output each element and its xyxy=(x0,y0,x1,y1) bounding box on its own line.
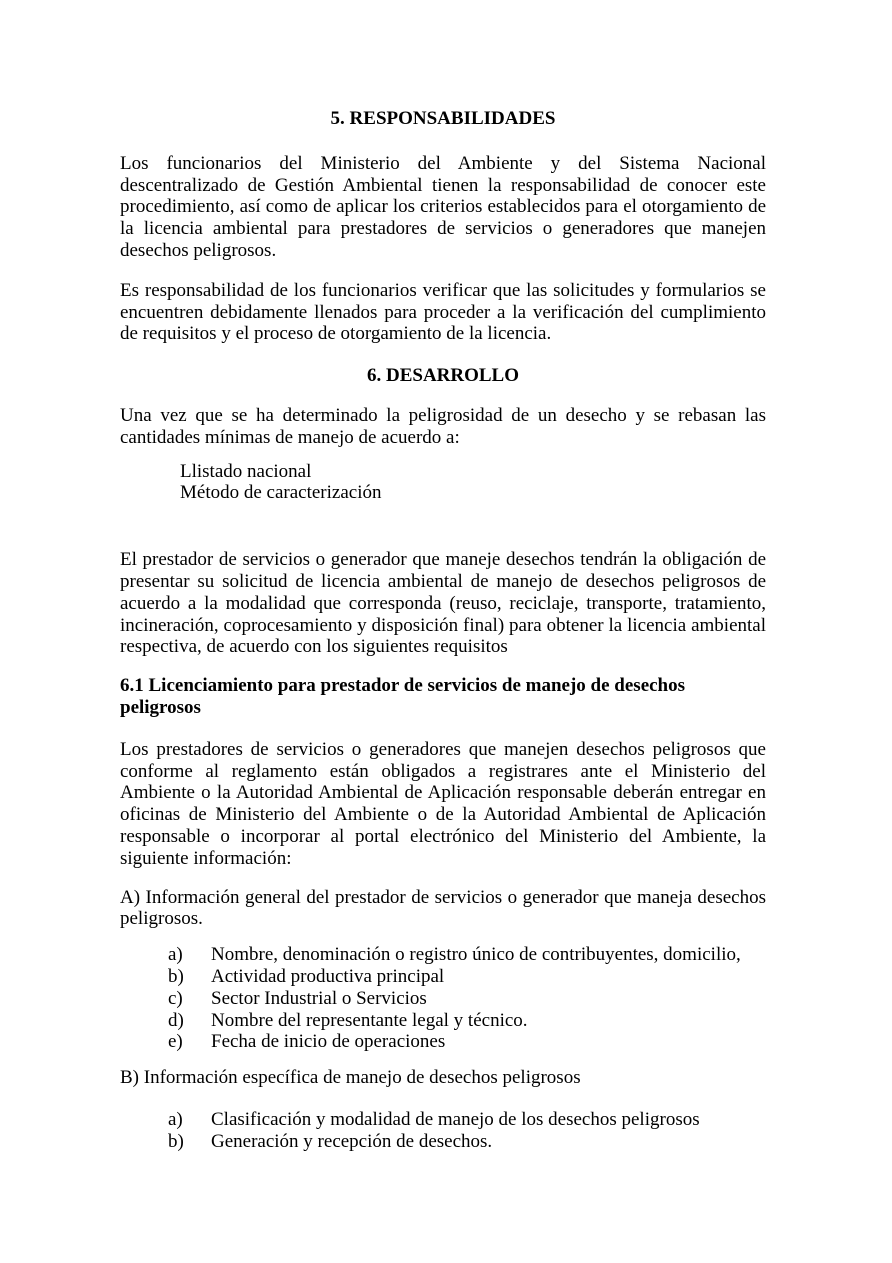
list-item-text: Sector Industrial o Servicios xyxy=(211,987,427,1009)
list-item xyxy=(168,988,766,1010)
list-item-text: Actividad productiva principal xyxy=(211,965,445,987)
section-heading-responsabilidades: 5. RESPONSABILIDADES xyxy=(330,108,556,129)
indented-list xyxy=(120,461,766,505)
paragraph-prestadores-registro: Los prestadores de servicios o generadores que manejen desechos peligrosos que conforme al reglamento están obligados a registrares ante el Ministerio del Ambiente o la Autoridad Ambiental de Aplicación responsable deberán entregar en oficinas de Ministerio del Ambiente o de la Autoridad Ambiental de Aplicación responsable o incorporar al portal electrónico del Ministerio del Ambiente, la siguiente información: xyxy=(120,738,766,869)
list-item xyxy=(168,1010,766,1032)
list-item-text: Clasificación y modalidad de manejo de los desechos peligrosos xyxy=(211,1108,700,1130)
list-item-text: Nombre, denominación o registro único de contribuyentes, domicilio, xyxy=(211,944,741,966)
list-item-marker: c) xyxy=(168,987,183,1009)
list-item-marker: e) xyxy=(168,1031,183,1053)
list-item-text: Fecha de inicio de operaciones xyxy=(211,1031,446,1053)
list-item xyxy=(168,1109,766,1131)
paragraph-responsabilidades-1: Los funcionarios del Ministerio del Ambiente y del Sistema Nacional descentralizado de Gestión Ambiental tienen la responsabilidad de conocer este procedimiento, así como de aplicar los criterios establecidos para el otorgamiento de la licencia ambiental para prestadores de servicios o generadores que manejen desechos peligrosos. xyxy=(120,152,766,261)
list-item xyxy=(168,944,766,966)
paragraph-desarrollo-intro: Una vez que se ha determinado la peligrosidad de un desecho y se rebasan las cantidades mínimas de manejo de acuerdo a: xyxy=(120,404,766,448)
indented-line-listado-nacional: Llistado nacional xyxy=(180,460,312,482)
document-content xyxy=(120,108,766,1152)
list-item-marker: a) xyxy=(168,1108,183,1130)
paragraph-responsabilidades-2: Es responsabilidad de los funcionarios verificar que las solicitudes y formularios se encuentren debidamente llenados para proceder a la verificación del cumplimiento de requisitos y el proceso de otorgamiento de la licencia. xyxy=(120,279,766,345)
section-heading-desarrollo: 6. DESARROLLO xyxy=(366,365,520,387)
subsection-heading-licenciamiento: 6.1 Licenciamiento para prestador de servicios de manejo de desechos peligrosos xyxy=(120,675,686,718)
group-label-informacion-general: A) Información general del prestador de servicios o generador que maneja desechos peligrosos. xyxy=(120,886,766,930)
list-item xyxy=(168,1131,766,1153)
paragraph-prestador-obligacion: El prestador de servicios o generador que maneje desechos tendrán la obligación de presentar su solicitud de licencia ambiental de manejo de desechos peligrosos de acuerdo a la modalidad que corresponda (reuso, reciclaje, transporte, tratamiento, incineración, coprocesamiento y disposición final) para obtener la licencia ambiental respectiva, de acuerdo con los siguientes requisitos xyxy=(120,549,766,658)
list-item-text: Generación y recepción de desechos. xyxy=(211,1130,493,1152)
indented-line-metodo-caracterizacion: Método de caracterización xyxy=(180,482,382,504)
list-item-marker: b) xyxy=(168,1130,184,1152)
list-item xyxy=(168,966,766,988)
list-item-marker: d) xyxy=(168,1009,184,1031)
list-item-marker: b) xyxy=(168,965,184,987)
list-item xyxy=(168,1031,766,1053)
letter-list-informacion-especifica xyxy=(120,1109,766,1153)
letter-list-informacion-general xyxy=(120,944,766,1053)
list-item-text: Nombre del representante legal y técnico. xyxy=(211,1009,528,1031)
list-item-marker: a) xyxy=(168,944,183,966)
group-label-informacion-especifica: B) Información específica de manejo de desechos peligrosos xyxy=(120,1067,581,1089)
